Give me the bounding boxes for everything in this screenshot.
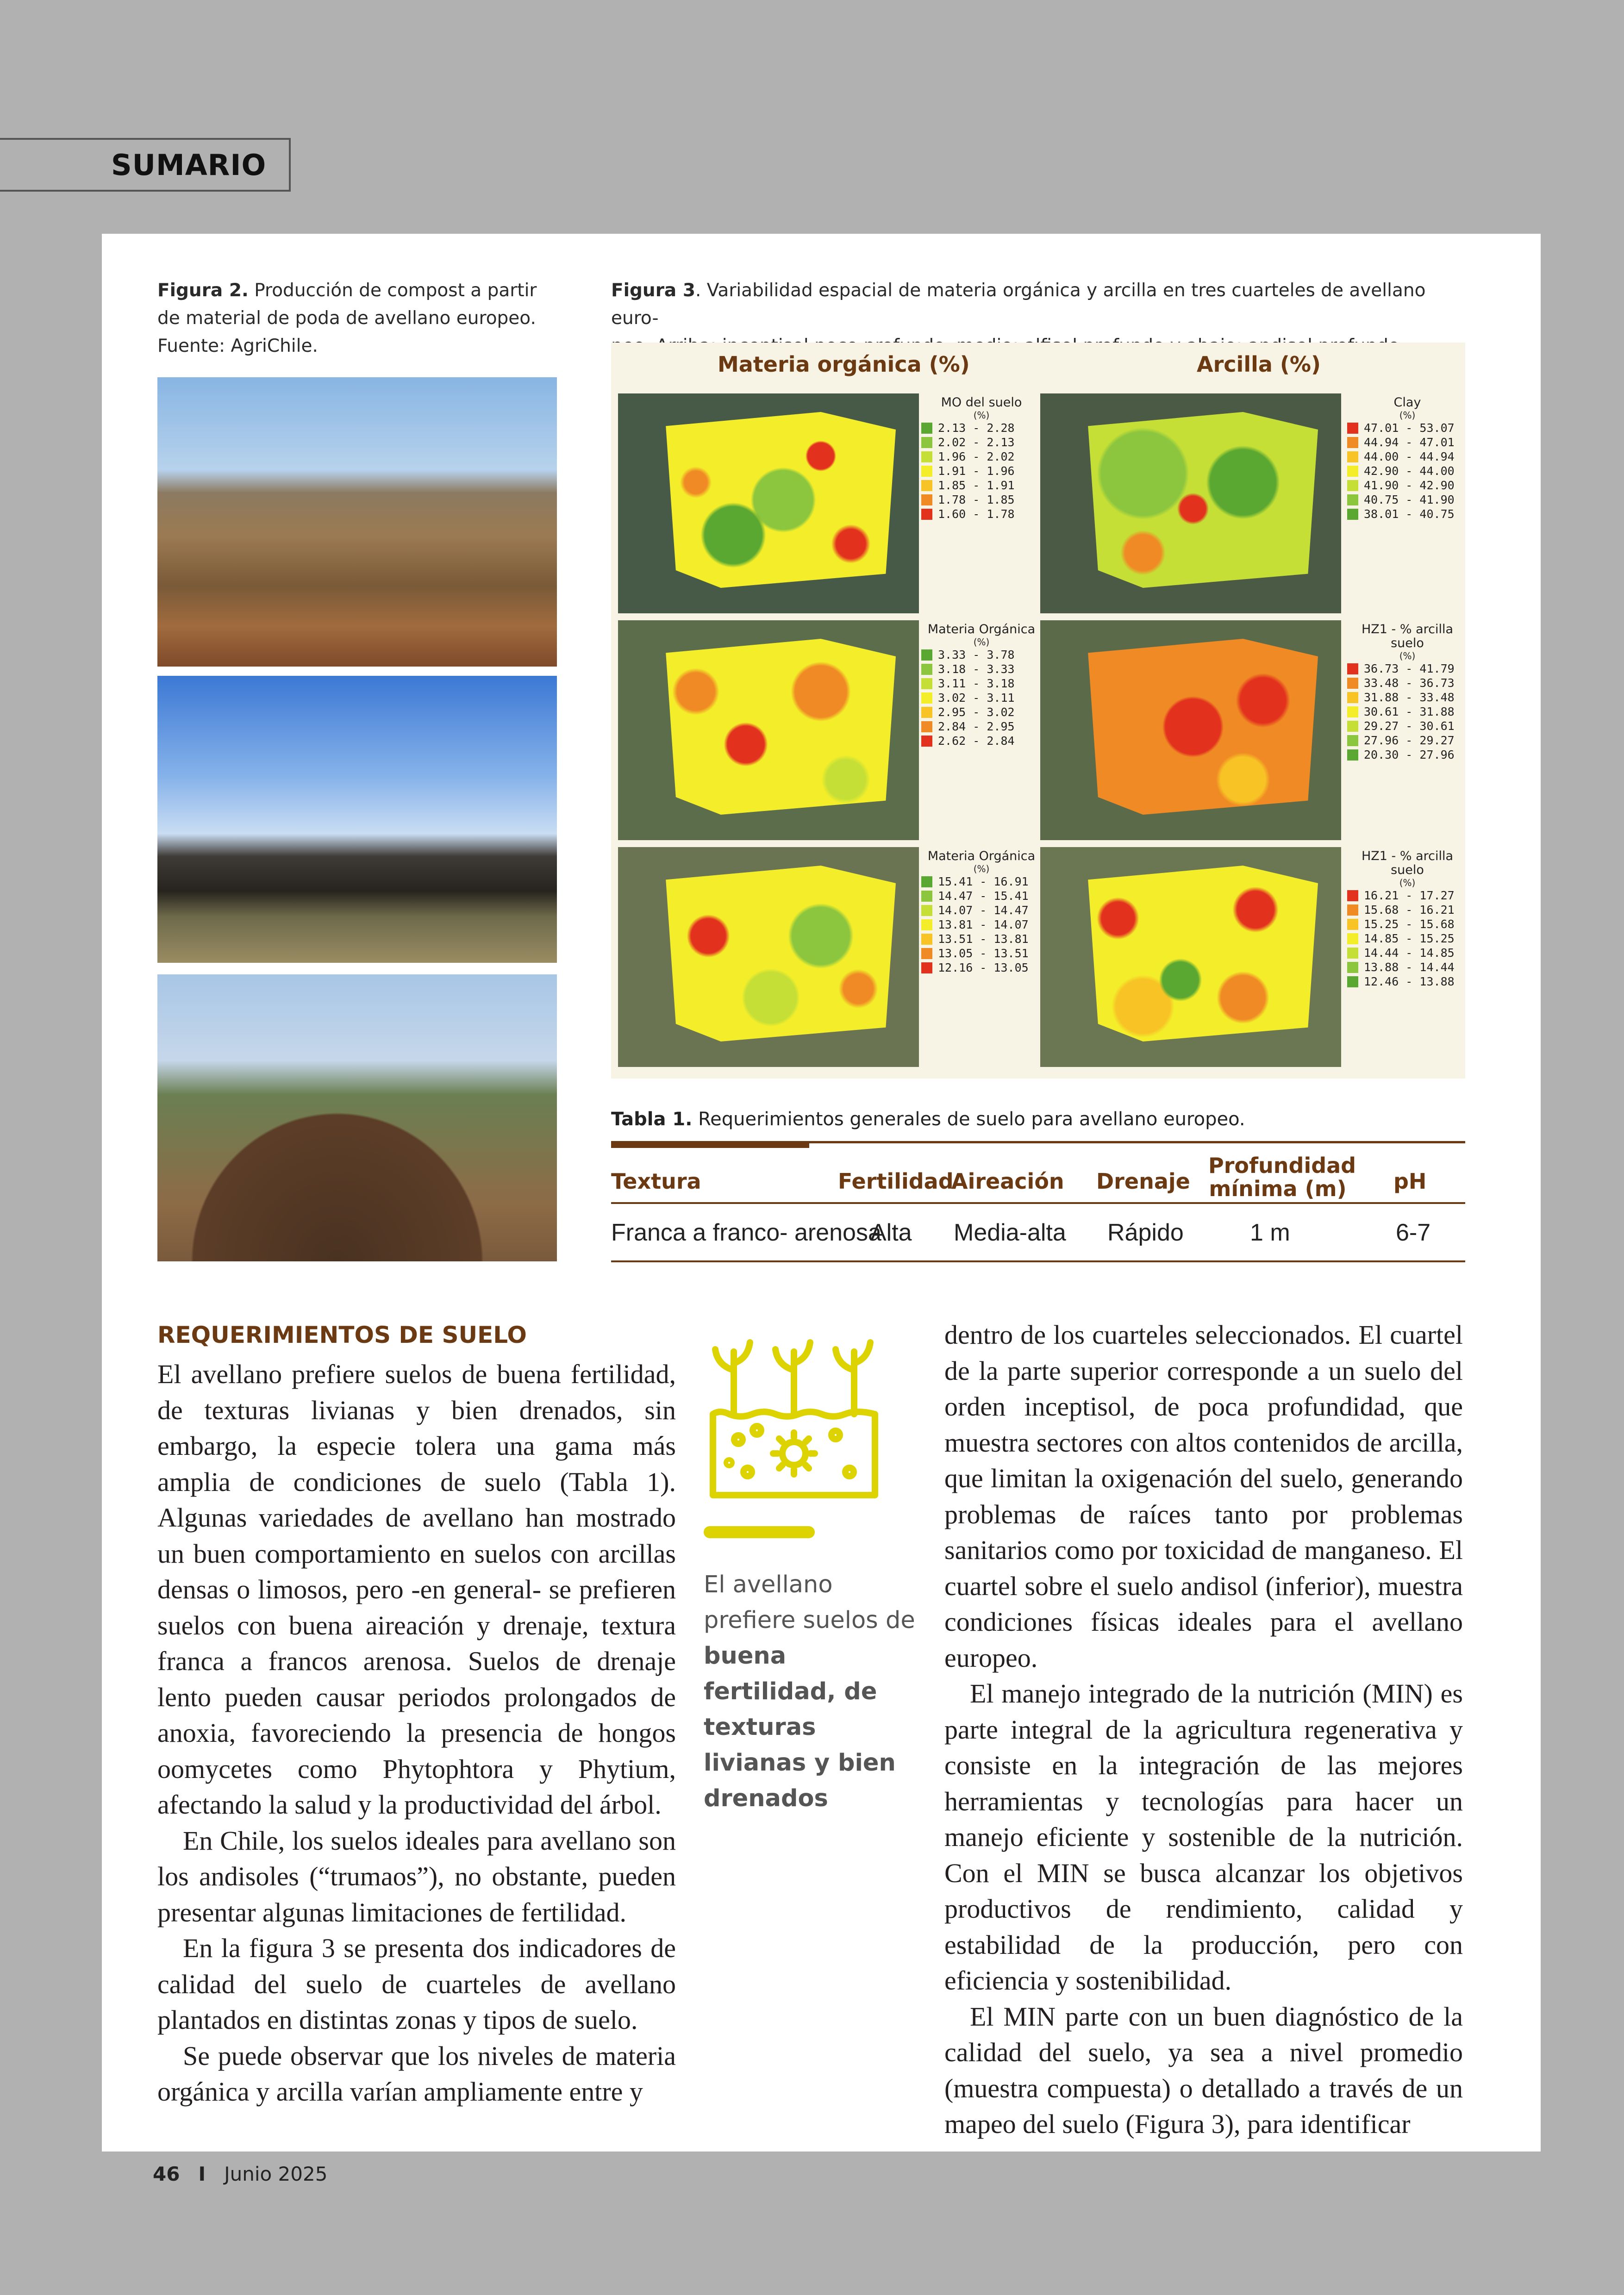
legend-swatch [1347, 904, 1358, 916]
seedling-soil-icon [701, 1324, 887, 1509]
legend-item [1347, 748, 1468, 762]
legend-range: 27.96 - 29.27 [1364, 734, 1455, 747]
legend-item [921, 917, 1042, 932]
legend-swatch [1347, 933, 1358, 944]
table-bottom-rule [611, 1260, 1465, 1262]
legend-swatch [921, 891, 932, 902]
legend-swatch [921, 649, 932, 661]
table-header-fertilidad: Fertilidad [838, 1169, 954, 1194]
legend-item [1347, 733, 1468, 748]
legend-range: 20.30 - 27.96 [1364, 748, 1455, 761]
legend-swatch [921, 692, 932, 704]
map-om-inceptisol [618, 393, 919, 613]
legend-range: 12.46 - 13.88 [1364, 975, 1455, 988]
legend-range: 13.81 - 14.07 [938, 918, 1029, 931]
legend-item [1347, 690, 1468, 705]
legend-swatch [1347, 451, 1358, 462]
legend-item [921, 874, 1042, 889]
legend-rows [1347, 888, 1468, 989]
legend-swatch [1347, 919, 1358, 930]
pull-quote [704, 1567, 926, 1816]
legend-item [1347, 493, 1468, 507]
legend-swatch [921, 707, 932, 718]
legend-unit: (%) [973, 636, 990, 648]
legend-rows [921, 648, 1042, 748]
legend-range: 13.51 - 13.81 [938, 932, 1029, 946]
legend-swatch [921, 934, 932, 945]
legend-item [1347, 449, 1468, 464]
page-number: 46 [153, 2163, 180, 2185]
legend-item [921, 648, 1042, 662]
paragraph: En Chile, los suelos ideales para avellano son los andisoles (“trumaos”), no obstante, pueden presentar algunas limitaciones de fertilidad. [157, 1825, 676, 1927]
legend-range: 13.05 - 13.51 [938, 947, 1029, 960]
legend-swatch [921, 876, 932, 887]
legend-swatch [921, 905, 932, 916]
table-header-textura: Textura [611, 1169, 701, 1194]
paragraph: Se puede observar que los niveles de materia orgánica y arcilla varían ampliamente entre y [157, 2040, 676, 2107]
photo-compost-mound [157, 974, 557, 1261]
legend-range: 2.62 - 2.84 [938, 734, 1015, 748]
legend-item [921, 903, 1042, 917]
legend-unit: (%) [973, 410, 990, 421]
table-cell-textura: Franca a franco- arenosa [611, 1219, 881, 1246]
table-cell-drenaje: Rápido [1107, 1219, 1184, 1246]
table-cell-fertilidad: Alta [870, 1219, 912, 1246]
legend-item [921, 676, 1042, 691]
legend-range: 31.88 - 33.48 [1364, 691, 1455, 704]
legend-item [921, 464, 1042, 478]
legend-item [1347, 464, 1468, 478]
article-column-3 [944, 1317, 1463, 2142]
legend-range: 13.88 - 14.44 [1364, 960, 1455, 974]
legend-item [921, 507, 1042, 521]
pull-quote-bold: buena fertilidad, de texturas livianas y bien drenados [704, 1642, 896, 1812]
legend-range: 2.02 - 2.13 [938, 436, 1015, 449]
legend-item [1347, 435, 1468, 449]
legend-rows [921, 421, 1042, 521]
issue-date: Junio 2025 [224, 2163, 328, 2185]
table-cell-aireacion: Media-alta [954, 1219, 1066, 1246]
legend-swatch [1347, 976, 1358, 987]
figure2-label: Figura 2. [157, 280, 249, 301]
legend-swatch [1347, 437, 1358, 448]
legend-unit: (%) [973, 863, 990, 874]
legend-range: 1.78 - 1.85 [938, 493, 1015, 506]
map-om-andisol [618, 847, 919, 1067]
legend-range: 1.85 - 1.91 [938, 479, 1015, 492]
legend-item [921, 449, 1042, 464]
legend-item [921, 719, 1042, 734]
legend-item [1347, 421, 1468, 435]
legend-unit: (%) [1399, 650, 1416, 661]
legend-swatch [1347, 962, 1358, 973]
map-clay-andisol [1040, 847, 1341, 1067]
legend-unit: (%) [1399, 877, 1416, 888]
legend-title: MO del suelo [941, 395, 1022, 410]
legend-item [1347, 661, 1468, 676]
figure2-caption-line: Producción de compost a partir [254, 280, 537, 301]
table-header-aireacion: Aireación [951, 1169, 1064, 1194]
legend-range: 1.96 - 2.02 [938, 450, 1015, 463]
paragraph: dentro de los cuarteles seleccionados. El cuartel de la parte superior corresponde a un suelo del orden inceptisol, de poca profundidad, que muestra sectores con altos contenidos de arcilla, que limitan la oxigenación del suelo, generando problemas de raíces tanto por problemas sanitarios como por toxicidad de manganeso. El cuartel sobre el suelo andisol (inferior), muestra condiciones físicas ideales para el avellano europeo. [944, 1320, 1463, 1673]
legend-swatch [1347, 749, 1358, 761]
legend-range: 3.33 - 3.78 [938, 648, 1015, 661]
legend-swatch [921, 451, 932, 462]
legend-item [1347, 719, 1468, 733]
legend-clay-alfisol [1347, 623, 1468, 762]
legend-om-andisol [921, 849, 1042, 975]
legend-title: Materia Orgánica [927, 622, 1036, 636]
legend-item [1347, 903, 1468, 917]
legend-range: 41.90 - 42.90 [1364, 479, 1455, 492]
folio-separator: I [198, 2163, 206, 2185]
table-cell-ph: 6-7 [1396, 1219, 1431, 1246]
section-tab [0, 138, 291, 192]
legend-swatch [1347, 678, 1358, 689]
legend-swatch [1347, 480, 1358, 491]
legend-range: 1.91 - 1.96 [938, 464, 1015, 478]
legend-range: 14.85 - 15.25 [1364, 932, 1455, 945]
legend-rows [1347, 661, 1468, 762]
legend-range: 44.00 - 44.94 [1364, 450, 1455, 463]
legend-range: 2.95 - 3.02 [938, 705, 1015, 719]
table-header-ph: pH [1393, 1169, 1427, 1194]
legend-range: 36.73 - 41.79 [1364, 662, 1455, 675]
figure2-caption-line: Fuente: AgriChile. [157, 336, 318, 356]
table1-caption-text: Requerimientos generales de suelo para avellano europeo. [698, 1109, 1245, 1130]
legend-swatch [921, 736, 932, 747]
legend-item [1347, 507, 1468, 521]
legend-swatch [921, 480, 932, 491]
table-header-rule [611, 1202, 1465, 1204]
legend-swatch [921, 423, 932, 434]
section-tab-label: SUMARIO [111, 148, 267, 182]
legend-range: 12.16 - 13.05 [938, 961, 1029, 974]
legend-swatch [921, 962, 932, 973]
legend-swatch [921, 664, 932, 675]
photo-compost-windrow [157, 676, 557, 963]
legend-item [921, 662, 1042, 676]
map-clay-alfisol [1040, 620, 1341, 840]
legend-swatch [1347, 509, 1358, 520]
paragraph: El manejo integrado de la nutrición (MIN) es parte integral de la agricultura regenerativa y consiste en la integración de las mejores herramientas y tecnologías para hacer un manejo eficiente y sostenible de la nutrición. Con el MIN se busca alcanzar los objetivos productivos de rendimiento, calidad y estabilidad de la producción, pero con eficiencia y sostenibilidad. [944, 1678, 1463, 1996]
table1-caption [611, 1109, 1245, 1130]
legend-item [921, 960, 1042, 975]
legend-range: 3.02 - 3.11 [938, 691, 1015, 705]
legend-range: 14.47 - 15.41 [938, 889, 1029, 903]
header-organic-matter: Materia orgánica (%) [718, 352, 970, 377]
legend-swatch [1347, 466, 1358, 477]
legend-swatch [921, 721, 932, 732]
figure3-label: Figura 3 [611, 280, 695, 301]
legend-clay-inceptisol [1347, 396, 1468, 521]
header-clay: Arcilla (%) [1197, 352, 1321, 377]
legend-item [921, 435, 1042, 449]
paragraph: El avellano prefiere suelos de buena fertilidad, de texturas livianas y bien drenados, sin embargo, la especie tolera una gama más amplia de condiciones de suelo (Tabla 1). Algunas variedades de avellano han mostrado un buen comportamiento en suelos con arcillas densas o limosos, pero -en general- se prefieren suelos con buena aireación y drenaje, textura franca a francos arenosa. Suelos de drenaje lento pueden causar periodos prolongados de anoxia, favoreciendo la presencia de hongos oomycetes como Phytophtora y Phytium, afectando la salud y la productividad del árbol. [157, 1359, 676, 1820]
legend-item [921, 691, 1042, 705]
legend-item [921, 421, 1042, 435]
legend-item [1347, 960, 1468, 974]
legend-swatch [921, 494, 932, 505]
legend-item [1347, 478, 1468, 493]
legend-title: Clay [1393, 395, 1421, 410]
legend-item [921, 493, 1042, 507]
legend-om-inceptisol [921, 396, 1042, 521]
figure2-caption-line: de material de poda de avellano europeo. [157, 308, 536, 329]
legend-range: 40.75 - 41.90 [1364, 493, 1455, 506]
article-column-1 [157, 1356, 676, 2110]
figure2-caption [157, 277, 565, 360]
table-header-drenaje: Drenaje [1096, 1169, 1190, 1194]
legend-range: 16.21 - 17.27 [1364, 889, 1455, 902]
legend-swatch [921, 437, 932, 448]
legend-range: 42.90 - 44.00 [1364, 464, 1455, 478]
legend-swatch [921, 948, 932, 959]
legend-swatch [1347, 706, 1358, 717]
legend-range: 15.68 - 16.21 [1364, 903, 1455, 917]
legend-range: 15.25 - 15.68 [1364, 917, 1455, 931]
legend-range: 3.18 - 3.33 [938, 662, 1015, 676]
legend-clay-andisol [1347, 849, 1468, 989]
legend-item [921, 889, 1042, 903]
legend-range: 2.13 - 2.28 [938, 421, 1015, 435]
figure3-caption-line: . Variabilidad espacial de materia orgánica y arcilla en tres cuarteles de avellano euro- [611, 280, 1426, 329]
legend-range: 14.07 - 14.47 [938, 904, 1029, 917]
legend-unit: (%) [1399, 410, 1416, 421]
legend-item [1347, 974, 1468, 989]
pull-quote-accent-bar [704, 1526, 815, 1538]
legend-swatch [1347, 663, 1358, 674]
legend-item [1347, 888, 1468, 903]
legend-swatch [1347, 423, 1358, 434]
legend-swatch [921, 919, 932, 930]
legend-range: 29.27 - 30.61 [1364, 719, 1455, 733]
table-top-accent [611, 1141, 809, 1148]
legend-item [1347, 931, 1468, 946]
legend-item [921, 705, 1042, 719]
legend-swatch [1347, 494, 1358, 505]
legend-range: 2.84 - 2.95 [938, 720, 1015, 733]
legend-title: HZ1 - % arcilla suelo [1361, 849, 1454, 877]
legend-rows [921, 874, 1042, 975]
legend-range: 47.01 - 53.07 [1364, 421, 1455, 435]
legend-range: 14.44 - 14.85 [1364, 946, 1455, 960]
legend-range: 15.41 - 16.91 [938, 875, 1029, 888]
table1 [611, 1141, 1465, 1266]
legend-swatch [921, 509, 932, 520]
legend-range: 30.61 - 31.88 [1364, 705, 1455, 718]
legend-swatch [1347, 890, 1358, 901]
legend-range: 38.01 - 40.75 [1364, 507, 1455, 521]
legend-swatch [921, 678, 932, 689]
legend-swatch [1347, 735, 1358, 746]
legend-item [921, 478, 1042, 493]
legend-range: 44.94 - 47.01 [1364, 436, 1455, 449]
legend-swatch [1347, 692, 1358, 703]
legend-item [1347, 946, 1468, 960]
table1-label: Tabla 1. [611, 1109, 693, 1130]
legend-title: Materia Orgánica [927, 849, 1036, 863]
legend-rows [1347, 421, 1468, 521]
pull-quote-lead: El avellano prefiere suelos de [704, 1571, 915, 1634]
table-header-profundidad: Profundidad mínima (m) [1208, 1153, 1356, 1201]
legend-item [1347, 676, 1468, 690]
legend-swatch [1347, 721, 1358, 732]
legend-title: HZ1 - % arcilla suelo [1361, 622, 1454, 650]
map-om-alfisol [618, 620, 919, 840]
legend-swatch [1347, 948, 1358, 959]
legend-item [921, 932, 1042, 946]
paragraph: En la figura 3 se presenta dos indicadores de calidad del suelo de cuarteles de avellano plantados en distintas zonas y tipos de suelo. [157, 1933, 676, 2035]
page-folio [153, 2163, 327, 2185]
legend-range: 33.48 - 36.73 [1364, 676, 1455, 690]
legend-item [1347, 705, 1468, 719]
paragraph: El MIN parte con un buen diagnóstico de la calidad del suelo, ya sea a nivel promedio (muestra compuesta) o detallado a través de un mapeo del suelo (Figura 3), para identificar [944, 2001, 1463, 2139]
section-heading: REQUERIMIENTOS DE SUELO [157, 1322, 527, 1348]
legend-om-alfisol [921, 623, 1042, 748]
legend-item [921, 946, 1042, 960]
map-clay-inceptisol [1040, 393, 1341, 613]
page [102, 234, 1541, 2152]
legend-item [1347, 917, 1468, 931]
legend-range: 1.60 - 1.78 [938, 507, 1015, 521]
table-cell-profundidad: 1 m [1250, 1219, 1290, 1246]
legend-swatch [921, 466, 932, 477]
legend-item [921, 734, 1042, 748]
photo-pruning-pile [157, 377, 557, 667]
legend-range: 3.11 - 3.18 [938, 677, 1015, 690]
figure3-soil-maps [611, 343, 1465, 1079]
